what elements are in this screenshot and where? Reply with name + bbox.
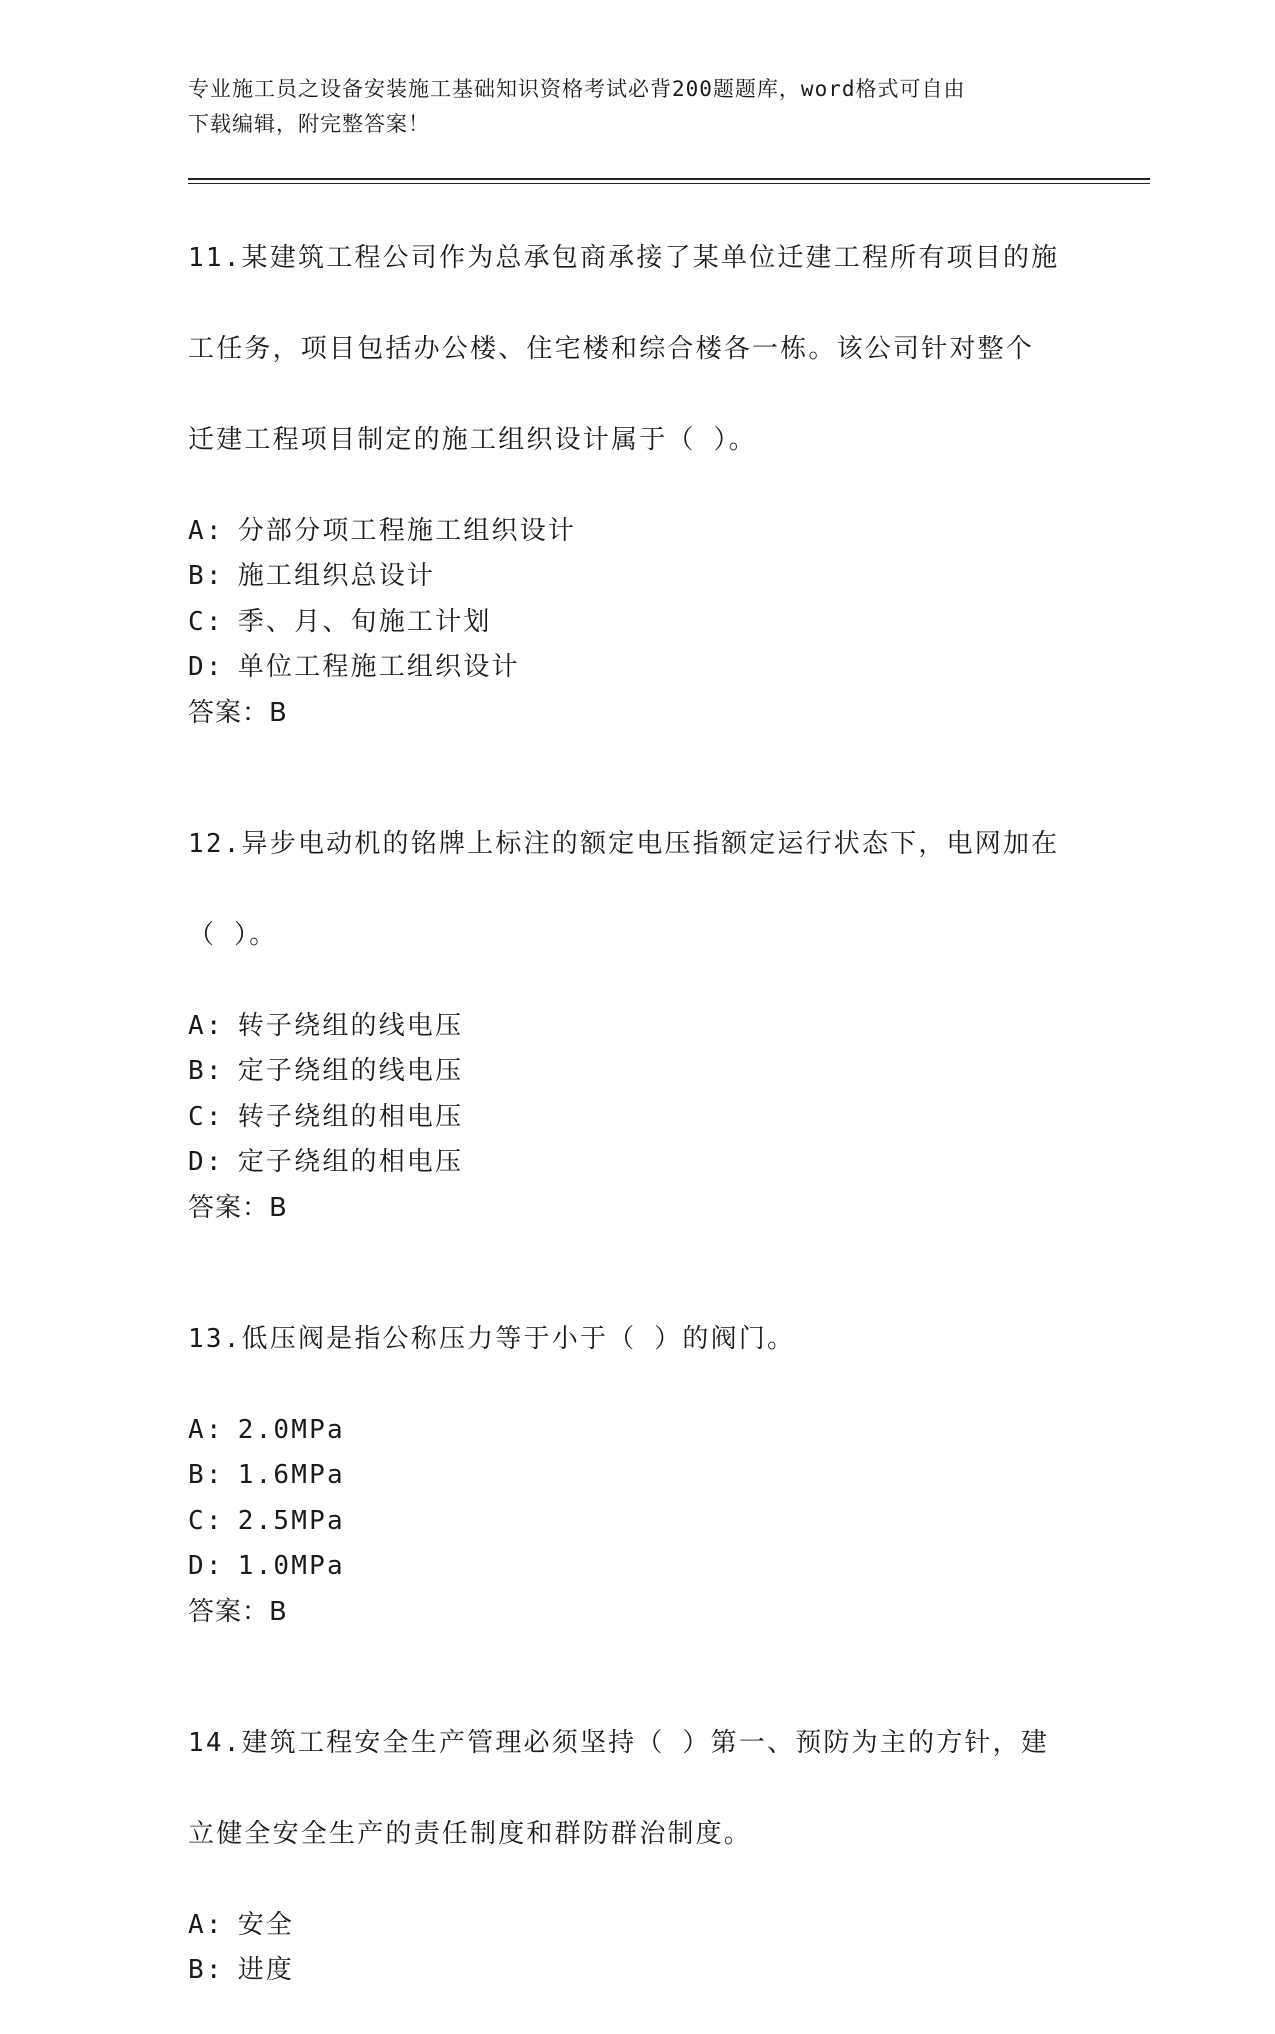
option-c	[188, 1499, 1088, 1545]
question-12	[188, 776, 1088, 1231]
stem-line: 立健全安全生产的责任制度和群防群治制度。	[188, 1818, 753, 1849]
question-stem	[188, 190, 1088, 509]
option-letter: C:	[188, 606, 224, 637]
header-divider-thick	[188, 178, 1150, 180]
option-letter: B:	[188, 1955, 224, 1985]
option-letter: B:	[188, 561, 224, 591]
option-text: 安全	[237, 1909, 295, 1940]
header-line-2: 下载编辑，附完整答案！	[188, 112, 430, 136]
option-text: 1.6MPa	[237, 1460, 345, 1490]
option-a	[188, 1903, 1088, 1949]
option-letter: A:	[188, 515, 224, 546]
option-text: 施工组织总设计	[237, 561, 436, 591]
stem-line: 11.某建筑工程公司作为总承包商承接了某单位迁建工程所有项目的施	[188, 242, 1060, 273]
option-letter: D:	[188, 1551, 224, 1581]
stem-line: 12.异步电动机的铭牌上标注的额定电压指额定运行状态下，电网加在	[188, 828, 1060, 859]
document-header	[188, 72, 1088, 142]
question-13	[188, 1271, 1088, 1635]
stem-line: 迁建工程项目制定的施工组织设计属于（ ）。	[188, 424, 757, 455]
option-letter: D:	[188, 1147, 224, 1177]
answer-line: 答案：B	[188, 697, 288, 728]
option-text: 转子绕组的相电压	[237, 1101, 464, 1132]
option-letter: C:	[188, 1505, 224, 1536]
question-11	[188, 190, 1088, 736]
question-stem	[188, 1675, 1088, 1903]
option-text: 定子绕组的相电压	[237, 1147, 464, 1177]
stem-line: 工任务，项目包括办公楼、住宅楼和综合楼各一栋。该公司针对整个	[188, 333, 1035, 364]
answer-line: 答案：B	[188, 1596, 288, 1627]
option-a	[188, 1408, 1088, 1454]
option-text: 2.5MPa	[237, 1505, 345, 1536]
header-divider-thin	[188, 183, 1150, 184]
option-a	[188, 509, 1088, 555]
question-list	[188, 190, 1088, 2034]
option-text: 进度	[237, 1955, 295, 1985]
option-d	[188, 1544, 1088, 1590]
option-text: 1.0MPa	[237, 1551, 345, 1581]
option-text: 转子绕组的线电压	[237, 1010, 464, 1041]
option-c	[188, 1095, 1088, 1141]
question-stem	[188, 776, 1088, 1004]
option-letter: D:	[188, 652, 224, 682]
option-letter: B:	[188, 1460, 224, 1490]
option-b	[188, 1453, 1088, 1499]
option-text: 单位工程施工组织设计	[237, 652, 520, 682]
option-b	[188, 1948, 1088, 1994]
answer-line: 答案：B	[188, 1192, 288, 1223]
option-text: 季、月、旬施工计划	[237, 606, 492, 637]
option-text: 分部分项工程施工组织设计	[237, 515, 577, 546]
option-letter: A:	[188, 1010, 224, 1041]
option-text: 定子绕组的线电压	[237, 1056, 464, 1086]
option-b	[188, 554, 1088, 600]
question-14	[188, 1675, 1088, 1994]
header-line-1: 专业施工员之设备安装施工基础知识资格考试必背200题题库，word格式可自由	[188, 77, 966, 101]
option-c	[188, 600, 1088, 646]
option-letter: A:	[188, 1909, 224, 1940]
option-d	[188, 1140, 1088, 1186]
option-letter: A:	[188, 1414, 224, 1445]
option-b	[188, 1049, 1088, 1095]
stem-line: 14.建筑工程安全生产管理必须坚持（ ）第一、预防为主的方针，建	[188, 1727, 1050, 1758]
option-text: 2.0MPa	[237, 1414, 345, 1445]
option-letter: C:	[188, 1101, 224, 1132]
option-a	[188, 1004, 1088, 1050]
stem-line: 13.低压阀是指公称压力等于小于（ ）的阀门。	[188, 1323, 796, 1354]
question-stem	[188, 1271, 1088, 1408]
option-letter: B:	[188, 1056, 224, 1086]
option-d	[188, 645, 1088, 691]
stem-line: （ ）。	[188, 919, 278, 950]
